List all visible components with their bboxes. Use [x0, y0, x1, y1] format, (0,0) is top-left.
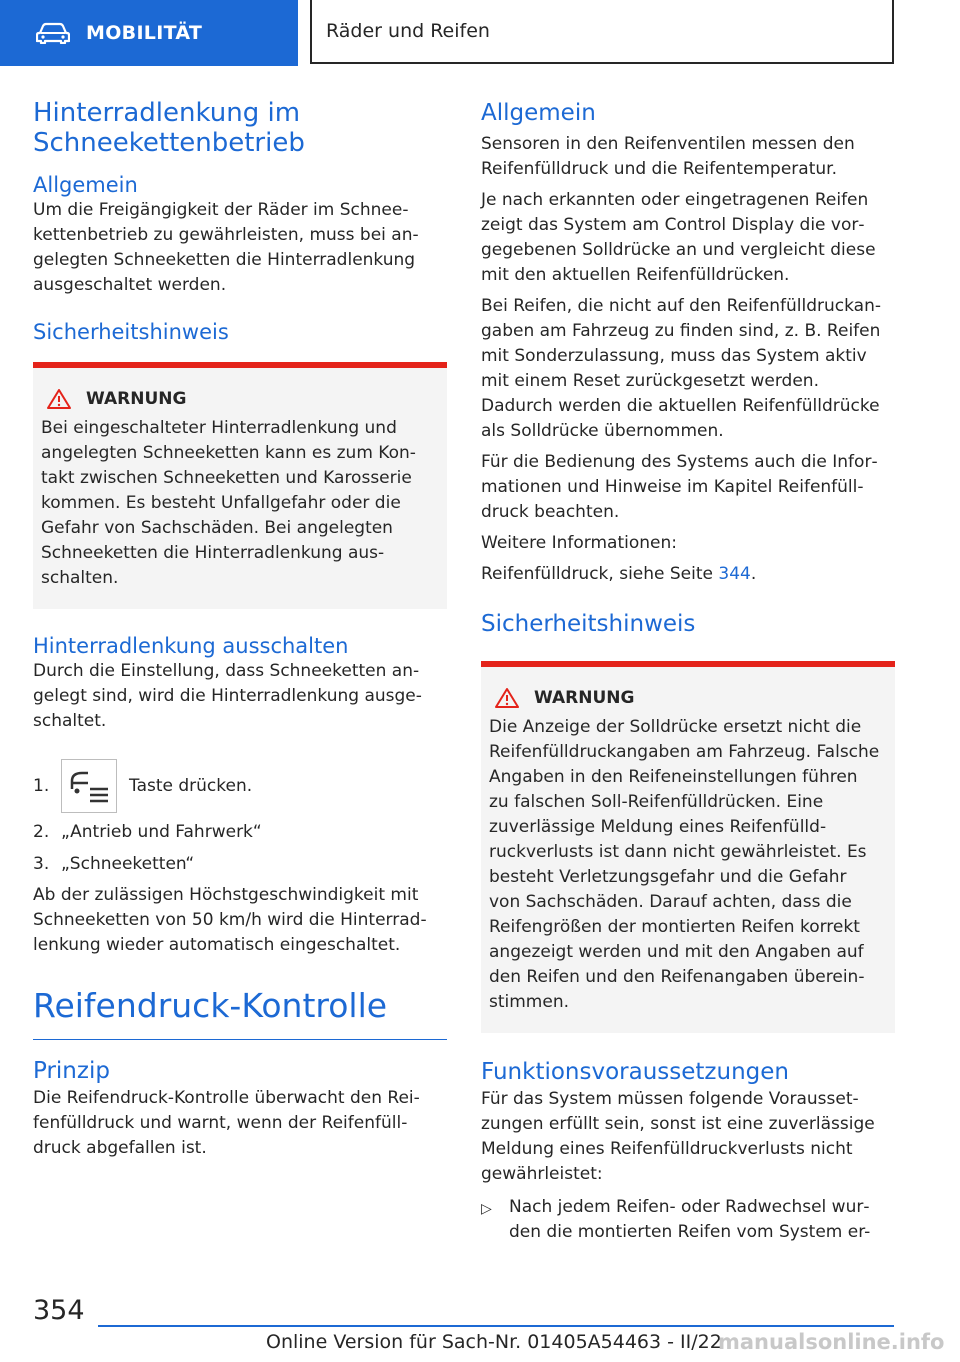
watermark: manualsonline.info — [718, 1330, 945, 1354]
general-text: Um die Freigängigkeit der Räder im Schneekettenbetrieb zu gewährleisten, muss bei angelegten Schneeketten die Hinterradlenkung ausgeschaltet werden. — [33, 200, 419, 295]
function-requirements-text: Für das System müssen folgende Voraussetzungen erfüllt sein, sonst ist eine zuverlässige Meldung eines Reifenfülldruckverlusts nicht gewährleistet: — [481, 1089, 875, 1184]
paragraph: Je nach erkannten oder eingetragenen Reifen zeigt das System am Control Display die vorgegebenen Solldrücke an und vergleicht diese mit den aktuellen Reifenfülldrücken. — [481, 190, 876, 285]
heading-general: Allgemein — [33, 173, 138, 197]
car-icon — [36, 22, 70, 44]
chapter-tab — [310, 0, 894, 64]
warning-label: WARNUNG — [86, 389, 187, 409]
bullet-triangle-icon: ▷ — [481, 1201, 492, 1217]
paragraph: Für die Bedienung des Systems auch die Informationen und Hinweise im Kapitel Reifenfülldruck beachten. — [481, 452, 878, 522]
list-item: 1. Taste drücken. — [33, 756, 447, 816]
page-number: 354 — [33, 1295, 85, 1326]
list-item: 3. „Schneeketten“ — [33, 854, 195, 874]
heading-general-right: Allgemein — [481, 100, 596, 126]
heading-rear-steering-off: Hinterradlenkung ausschalten — [33, 634, 349, 658]
heading-tire-pressure-control: Reifendruck-Kontrolle — [33, 985, 447, 1040]
heading-safety-right: Sicherheitshinweis — [481, 611, 696, 637]
cross-reference: Reifenfülldruck, siehe Seite 344. — [481, 564, 757, 584]
paragraph: Weitere Informationen: — [481, 533, 677, 553]
warning-triangle-icon — [494, 687, 520, 709]
warning-text: Bei eingeschalteter Hinterradlenkung und angelegten Schneeketten kann es zum Kontakt zwischen Schneeketten und Karosserie kommen. Es besteht Unfallgefahr oder die Gefahr von Sachschäden. Bei angelegten Schneeketten die Hinterradlenkung ausschalten. — [41, 418, 416, 588]
chapter-title: Räder und Reifen — [326, 20, 490, 42]
section-tab — [0, 0, 298, 66]
warning-triangle-icon — [46, 388, 72, 410]
list-item: ▷ Nach jedem Reifen- oder Radwechsel wurden die montierten Reifen vom System er- — [481, 1195, 895, 1245]
paragraph: Sensoren in den Reifenventilen messen den Reifenfülldruck und die Reifentemperatur. — [481, 134, 855, 179]
principle-text: Die Reifendruck-Kontrolle überwacht den Reifenfülldruck und warnt, wenn der Reifenfülldruck abgefallen ist. — [33, 1088, 420, 1158]
heading-safety: Sicherheitshinweis — [33, 320, 229, 344]
page-link[interactable]: 344 — [718, 564, 751, 584]
warning-box — [481, 661, 895, 1033]
heading-principle: Prinzip — [33, 1058, 110, 1084]
paragraph: Bei Reifen, die nicht auf den Reifenfülldruckangaben am Fahrzeug zu finden sind, z. B. Reifen mit Sonderzulassung, muss das System aktiv mit einem Reset zurückgesetzt werden. Dadurch werden die aktuellen Reifenfülldrücke als Solldrücke übernommen. — [481, 296, 882, 441]
speed-note: Ab der zulässigen Höchstgeschwindigkeit mit Schneeketten von 50 km/h wird die Hinterradlenkung wieder automatisch eingeschaltet. — [33, 885, 427, 955]
section-title: MOBILITÄT — [86, 22, 203, 44]
footer-divider — [98, 1325, 894, 1327]
warning-label: WARNUNG — [534, 688, 635, 708]
heading-rear-steering-snow-chains: Hinterradlenkung im Schneekettenbetrieb — [33, 98, 305, 158]
warning-text: Die Anzeige der Solldrücke ersetzt nicht die Reifenfülldruckangaben am Fahrzeug. Falsche Angaben in den Reifeneinstellungen führen zu falschen Soll-Reifenfülldrücken. Eine zuverlässige Meldung eines Reifenfülldruckverlusts ist dann nicht gewährleistet. Es besteht Verletzungsgefahr und die Gefahr von Sachschäden. Darauf achten, dass die Reifengrößen der montierten Reifen korrekt angezeigt werden und mit den Angaben auf den Reifen und den Reifenangaben übereinstimmen. — [489, 717, 880, 1012]
driving-mode-button-icon — [61, 759, 117, 813]
footer-online-version: Online Version für Sach-Nr. 01405A54463 - II/22 — [266, 1331, 722, 1353]
rear-steering-off-text: Durch die Einstellung, dass Schneeketten angelegt sind, wird die Hinterradlenkung ausgeschaltet. — [33, 661, 422, 731]
steps-list — [33, 756, 447, 877]
left-column — [33, 98, 447, 1161]
list-item: 2. „Antrieb und Fahrwerk“ — [33, 822, 262, 842]
page-header — [0, 0, 960, 66]
heading-function-requirements: Funktionsvoraussetzungen — [481, 1059, 789, 1085]
right-column — [481, 98, 895, 1245]
warning-box — [33, 362, 447, 609]
